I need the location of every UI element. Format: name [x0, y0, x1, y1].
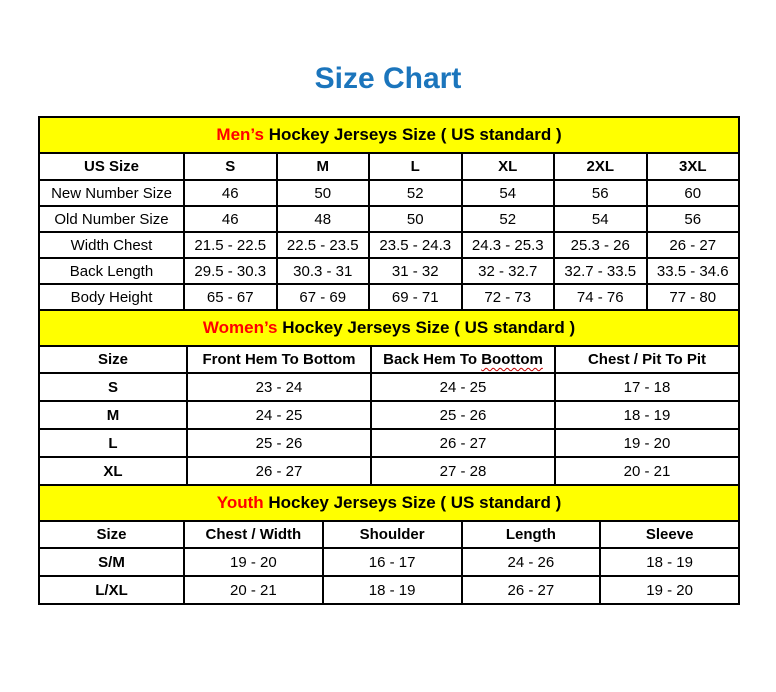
- mens-cell: 21.5 - 22.5: [184, 232, 277, 258]
- mens-cell: 25.3 - 26: [554, 232, 647, 258]
- mens-cell: 52: [462, 206, 555, 232]
- mens-size-table: [38, 116, 740, 311]
- womens-size-table: [38, 309, 740, 486]
- mens-table-row: [39, 206, 739, 232]
- mens-table-row: [39, 180, 739, 206]
- mens-row-label: Body Height: [39, 284, 184, 310]
- mens-cell: 50: [369, 206, 462, 232]
- youth-col-header: Length: [462, 521, 601, 548]
- mens-cell: 24.3 - 25.3: [462, 232, 555, 258]
- womens-table-row: [39, 373, 739, 401]
- size-chart: [38, 116, 738, 605]
- youth-column-header-row: [39, 521, 739, 548]
- womens-cell: 24 - 25: [187, 401, 371, 429]
- womens-cell: 24 - 25: [371, 373, 555, 401]
- mens-col-header: 3XL: [647, 153, 740, 180]
- youth-col-header: Size: [39, 521, 184, 548]
- mens-cell: 46: [184, 206, 277, 232]
- mens-cell: 54: [462, 180, 555, 206]
- mens-cell: 77 - 80: [647, 284, 740, 310]
- youth-row-label: S/M: [39, 548, 184, 576]
- womens-row-label: S: [39, 373, 187, 401]
- mens-cell: 30.3 - 31: [277, 258, 370, 284]
- mens-table-row: [39, 258, 739, 284]
- youth-col-header: Chest / Width: [184, 521, 323, 548]
- mens-column-header-row: [39, 153, 739, 180]
- womens-cell: 17 - 18: [555, 373, 739, 401]
- mens-cell: 48: [277, 206, 370, 232]
- mens-cell: 22.5 - 23.5: [277, 232, 370, 258]
- womens-cell: 25 - 26: [187, 429, 371, 457]
- mens-cell: 56: [647, 206, 740, 232]
- mens-row-label: Old Number Size: [39, 206, 184, 232]
- youth-section-header-row: [39, 485, 739, 521]
- mens-cell: 52: [369, 180, 462, 206]
- womens-row-label: M: [39, 401, 187, 429]
- womens-header-rest: Hockey Jerseys Size ( US standard ): [277, 318, 576, 337]
- youth-cell: 19 - 20: [600, 576, 739, 604]
- mens-cell: 54: [554, 206, 647, 232]
- youth-table-row: [39, 548, 739, 576]
- youth-cell: 24 - 26: [462, 548, 601, 576]
- mens-header-highlight: Men’s: [216, 125, 264, 144]
- youth-cell: 19 - 20: [184, 548, 323, 576]
- womens-table-row: [39, 457, 739, 485]
- mens-col-header: S: [184, 153, 277, 180]
- womens-col-header: Size: [39, 346, 187, 373]
- mens-cell: 46: [184, 180, 277, 206]
- mens-section-header: [39, 117, 739, 153]
- womens-section-header: [39, 310, 739, 346]
- youth-col-header: Shoulder: [323, 521, 462, 548]
- mens-cell: 31 - 32: [369, 258, 462, 284]
- mens-col-header: XL: [462, 153, 555, 180]
- womens-cell: 26 - 27: [371, 429, 555, 457]
- womens-cell: 19 - 20: [555, 429, 739, 457]
- womens-section-header-row: [39, 310, 739, 346]
- youth-cell: 16 - 17: [323, 548, 462, 576]
- youth-table-row: [39, 576, 739, 604]
- page-title: Size Chart: [314, 62, 462, 95]
- mens-cell: 29.5 - 30.3: [184, 258, 277, 284]
- youth-cell: 18 - 19: [323, 576, 462, 604]
- back-hem-prefix: Back Hem To: [383, 351, 482, 368]
- youth-cell: 18 - 19: [600, 548, 739, 576]
- youth-row-label: L/XL: [39, 576, 184, 604]
- mens-cell: 23.5 - 24.3: [369, 232, 462, 258]
- womens-col-header: Front Hem To Bottom: [187, 346, 371, 373]
- youth-cell: 26 - 27: [462, 576, 601, 604]
- mens-cell: 74 - 76: [554, 284, 647, 310]
- womens-table-row: [39, 401, 739, 429]
- womens-cell: 25 - 26: [371, 401, 555, 429]
- mens-cell: 65 - 67: [184, 284, 277, 310]
- mens-col-header: L: [369, 153, 462, 180]
- mens-cell: 32 - 32.7: [462, 258, 555, 284]
- youth-cell: 20 - 21: [184, 576, 323, 604]
- mens-cell: 67 - 69: [277, 284, 370, 310]
- womens-col-header-back-hem: [371, 346, 555, 373]
- youth-section-header: [39, 485, 739, 521]
- mens-table-row: [39, 232, 739, 258]
- mens-row-label: Width Chest: [39, 232, 184, 258]
- mens-cell: 69 - 71: [369, 284, 462, 310]
- womens-col-header: Chest / Pit To Pit: [555, 346, 739, 373]
- womens-row-label: XL: [39, 457, 187, 485]
- womens-row-label: L: [39, 429, 187, 457]
- mens-row-label: Back Length: [39, 258, 184, 284]
- womens-table-row: [39, 429, 739, 457]
- mens-cell: 72 - 73: [462, 284, 555, 310]
- mens-cell: 56: [554, 180, 647, 206]
- mens-col-header: M: [277, 153, 370, 180]
- womens-cell: 20 - 21: [555, 457, 739, 485]
- mens-cell: 50: [277, 180, 370, 206]
- mens-header-rest: Hockey Jerseys Size ( US standard ): [263, 125, 562, 144]
- mens-col-header: US Size: [39, 153, 184, 180]
- womens-column-header-row: [39, 346, 739, 373]
- womens-cell: 27 - 28: [371, 457, 555, 485]
- mens-table-row: [39, 284, 739, 310]
- mens-cell: 60: [647, 180, 740, 206]
- mens-col-header: 2XL: [554, 153, 647, 180]
- womens-cell: 18 - 19: [555, 401, 739, 429]
- youth-col-header: Sleeve: [600, 521, 739, 548]
- womens-cell: 23 - 24: [187, 373, 371, 401]
- youth-header-highlight: Youth: [216, 493, 264, 512]
- mens-cell: 33.5 - 34.6: [647, 258, 740, 284]
- youth-header-rest: Hockey Jerseys Size ( US standard ): [263, 493, 562, 512]
- back-hem-misspelled-word: Boottom: [481, 351, 543, 368]
- youth-size-table: [38, 484, 740, 605]
- mens-row-label: New Number Size: [39, 180, 184, 206]
- womens-cell: 26 - 27: [187, 457, 371, 485]
- mens-cell: 32.7 - 33.5: [554, 258, 647, 284]
- mens-cell: 26 - 27: [647, 232, 740, 258]
- womens-header-highlight: Women’s: [202, 318, 278, 337]
- mens-section-header-row: [39, 117, 739, 153]
